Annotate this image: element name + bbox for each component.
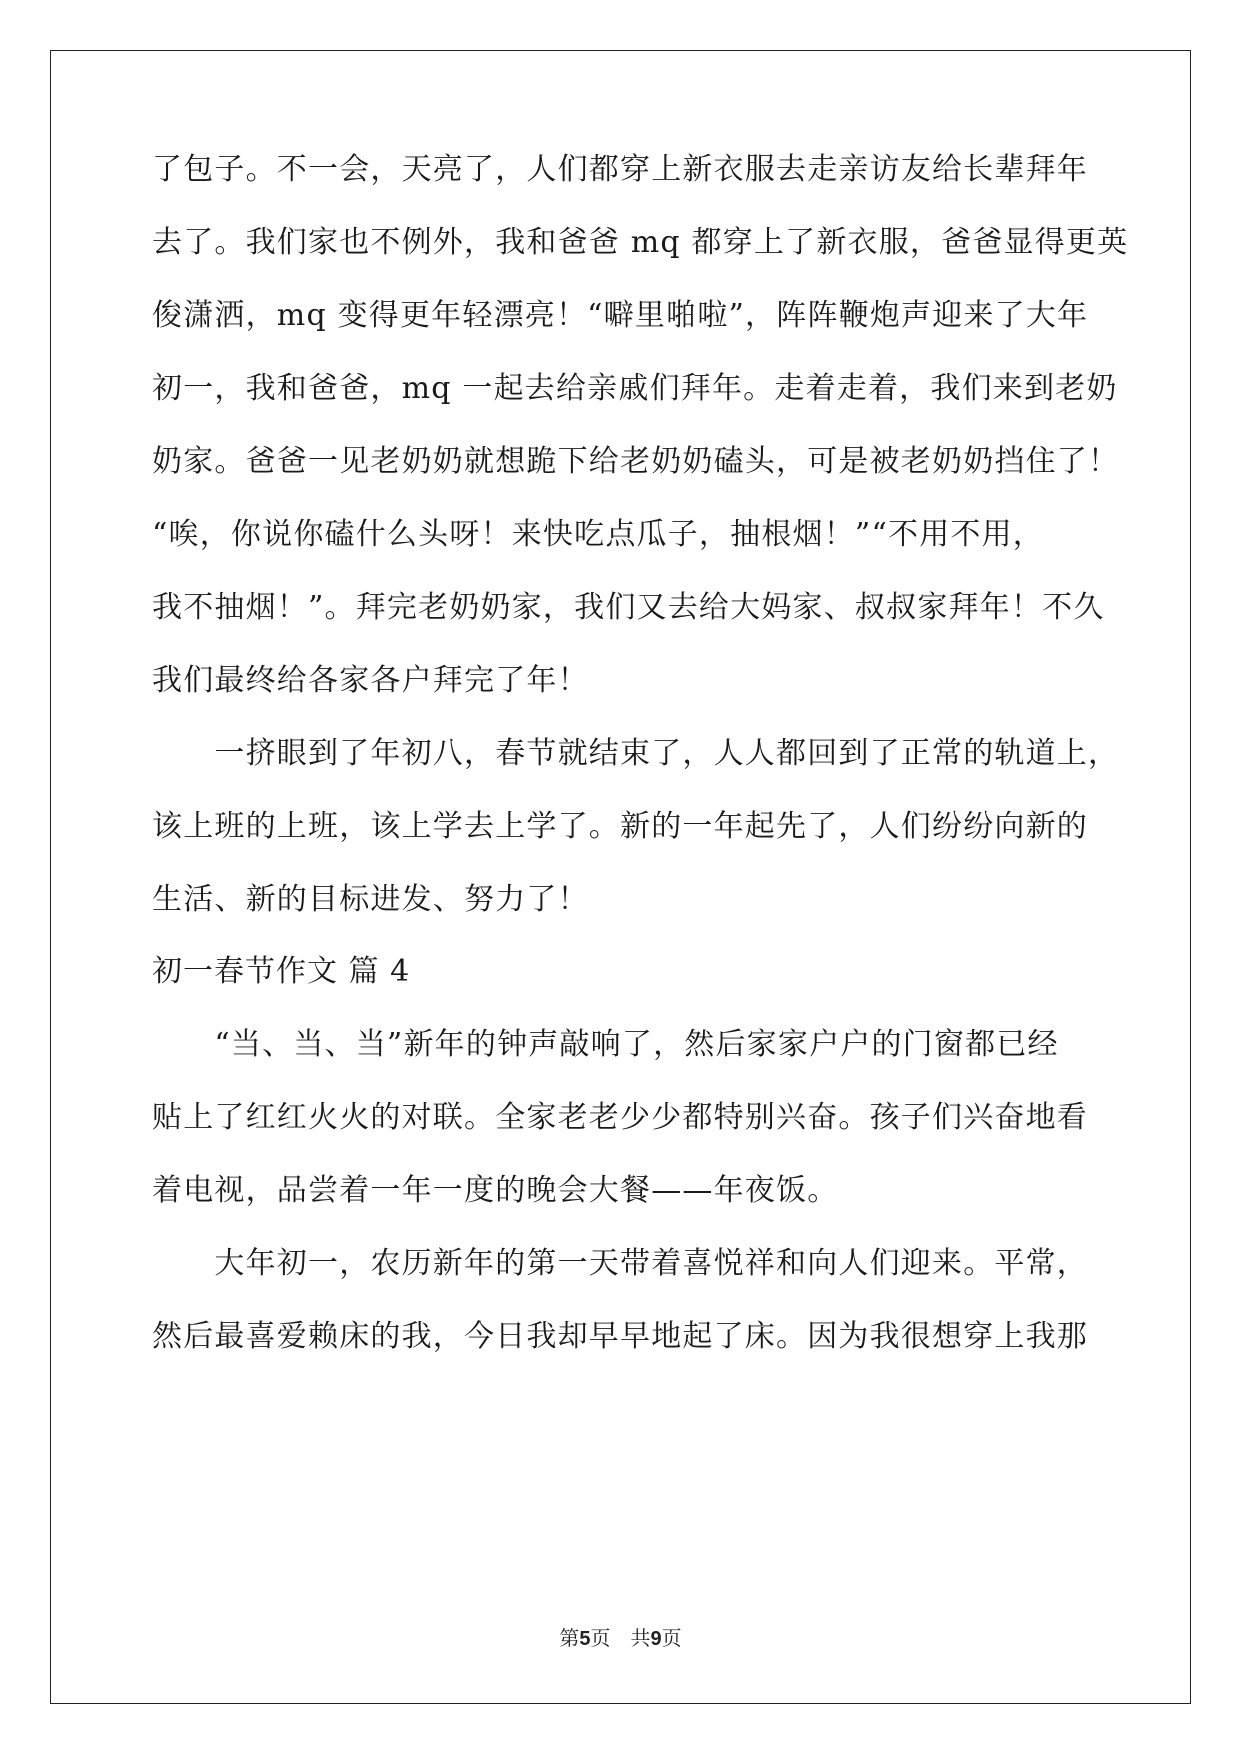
text-line: 了包子。不一会，天亮了，人们都穿上新衣服去走亲访友给长辈拜年 <box>152 152 1088 187</box>
text-line: 大年初一，农历新年的第一天带着喜悦祥和向人们迎来。平常， <box>152 1246 1088 1281</box>
text-line: 贴上了红红火火的对联。全家老老少少都特别兴奋。孩子们兴奋地看 <box>152 1100 1088 1135</box>
total-page-number: 9 <box>650 1628 662 1650</box>
text-line: 去了。我们家也不例外，我和爸爸 mq 都穿上了新衣服，爸爸显得更英 <box>152 225 1129 260</box>
footer-suffix: 页 <box>661 1626 682 1650</box>
page-footer <box>0 1626 1241 1651</box>
current-page-number: 5 <box>579 1628 591 1650</box>
text-line: 该上班的上班，该上学去上学了。新的一年起先了，人们纷纷向新的 <box>152 809 1088 844</box>
text-line: “唉，你说你磕什么头呀！来快吃点瓜子，抽根烟！”“不用不用， <box>152 517 1045 552</box>
text-line: 一挤眼到了年初八，春节就结束了，人人都回到了正常的轨道上， <box>152 736 1120 771</box>
section-heading: 初一春节作文 篇 4 <box>152 954 411 989</box>
text-line: 着电视，品尝着一年一度的晚会大餐——年夜饭。 <box>152 1173 839 1208</box>
footer-prefix: 第 <box>559 1626 580 1650</box>
text-line: 我不抽烟！”。拜完老奶奶家，我们又去给大妈家、叔叔家拜年！不久 <box>152 590 1105 625</box>
text-line: 初一，我和爸爸，mq 一起去给亲戚们拜年。走着走着，我们来到老奶 <box>152 371 1118 406</box>
text-line: 生活、新的目标进发、努力了！ <box>152 882 589 917</box>
text-line: “当、当、当”新年的钟声敲响了，然后家家户户的门窗都已经 <box>152 1027 1059 1062</box>
footer-middle: 页 共 <box>590 1626 651 1650</box>
text-line: 然后最喜爱赖床的我，今日我却早早地起了床。因为我很想穿上我那 <box>152 1319 1088 1354</box>
text-line: 奶家。爸爸一见老奶奶就想跪下给老奶奶磕头，可是被老奶奶挡住了！ <box>152 444 1120 479</box>
text-line: 我们最终给各家各户拜完了年！ <box>152 663 589 698</box>
text-line: 俊潇洒，mq 变得更年轻漂亮！“噼里啪啦”，阵阵鞭炮声迎来了大年 <box>152 298 1089 333</box>
